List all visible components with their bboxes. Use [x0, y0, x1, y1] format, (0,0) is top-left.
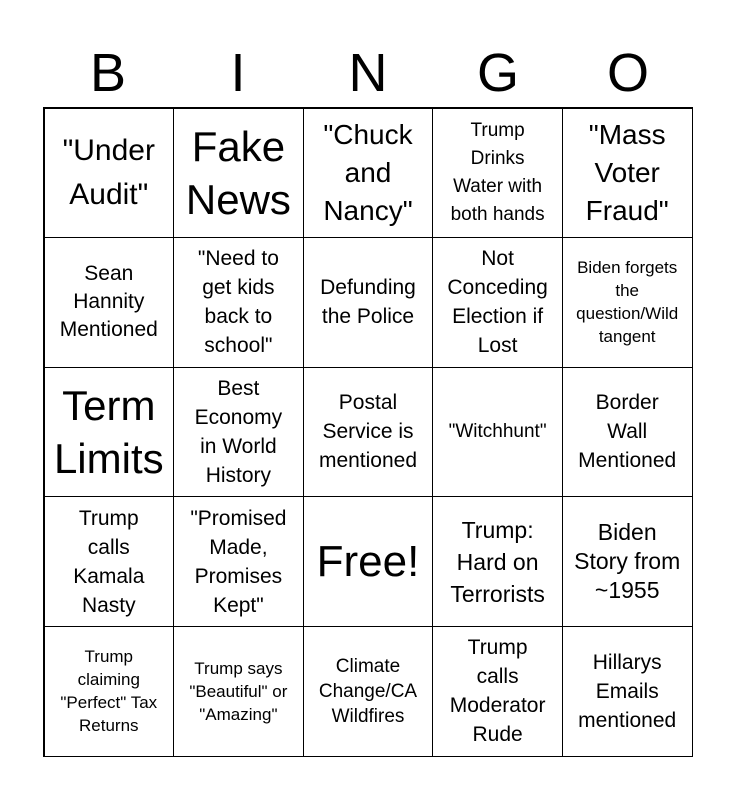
bingo-cell [173, 367, 304, 498]
bingo-cell [432, 108, 563, 239]
header-letter-i: I [230, 43, 246, 103]
bingo-cell [303, 237, 434, 368]
header-letter-g: G [476, 43, 519, 103]
bingo-cell [562, 108, 693, 239]
cell-text: Term Limits [53, 381, 164, 482]
bingo-cell [562, 237, 693, 368]
bingo-cell [303, 367, 434, 498]
header-letter-o: O [606, 43, 649, 103]
cell-text: "Witchhunt" [448, 421, 547, 443]
bingo-cell [173, 108, 304, 239]
header-letter-b: B [89, 43, 127, 103]
cell-text: Trump calls Moderator Rude [449, 636, 546, 747]
bingo-cell [44, 626, 175, 757]
bingo-cell [44, 237, 175, 368]
cell-text: Trump calls Kamala Nasty [73, 506, 145, 617]
cell-text: Biden forgets the question/Wild tangent [576, 258, 679, 347]
bingo-cell [173, 237, 304, 368]
cell-text: Trump says "Beautiful" or "Amazing" [189, 658, 288, 724]
cell-text: Trump claiming "Perfect" Tax Returns [60, 647, 158, 736]
cell-text: Defunding the Police [320, 276, 416, 329]
cell-text: Free! [316, 536, 420, 586]
header-letter-n: N [348, 43, 388, 103]
cell-text: Biden Story from ~1955 [574, 519, 681, 604]
bingo-cell [562, 626, 693, 757]
cell-text: Climate Change/CA Wildfires [318, 655, 418, 727]
bingo-cell [303, 626, 434, 757]
cell-text: Best Economy in World History [194, 376, 283, 487]
cell-text: "Need to get kids back to school" [197, 247, 279, 358]
bingo-cell [44, 367, 175, 498]
bingo-cell [562, 367, 693, 498]
bingo-cell [173, 496, 304, 627]
cell-text: Trump: Hard on Terrorists [450, 516, 545, 607]
bingo-cell [303, 108, 434, 239]
cell-text: "Mass Voter Fraud" [585, 118, 669, 226]
bingo-cell [562, 496, 693, 627]
bingo-cell [432, 496, 563, 627]
cell-text: Trump Drinks Water with both hands [450, 119, 545, 225]
bingo-cell [173, 626, 304, 757]
cell-text: Not Conceding Election if Lost [447, 247, 548, 358]
free-space [303, 496, 434, 627]
cell-text: "Promised Made, Promises Kept" [190, 506, 287, 617]
cell-text: Postal Service is mentioned [318, 391, 418, 473]
cell-text: Border Wall Mentioned [578, 391, 677, 473]
bingo-cell [432, 367, 563, 498]
cell-text: "Under Audit" [62, 133, 155, 211]
bingo-cell [432, 626, 563, 757]
cell-text: Hillarys Emails mentioned [578, 650, 677, 732]
bingo-cell [44, 108, 175, 239]
bingo-cell [432, 237, 563, 368]
bingo-grid [43, 107, 693, 757]
bingo-cell [44, 496, 175, 627]
cell-text: Sean Hannity Mentioned [59, 262, 158, 342]
cell-text: Fake News [185, 122, 291, 223]
cell-text: "Chuck and Nancy" [323, 118, 413, 226]
bingo-header [43, 40, 693, 106]
